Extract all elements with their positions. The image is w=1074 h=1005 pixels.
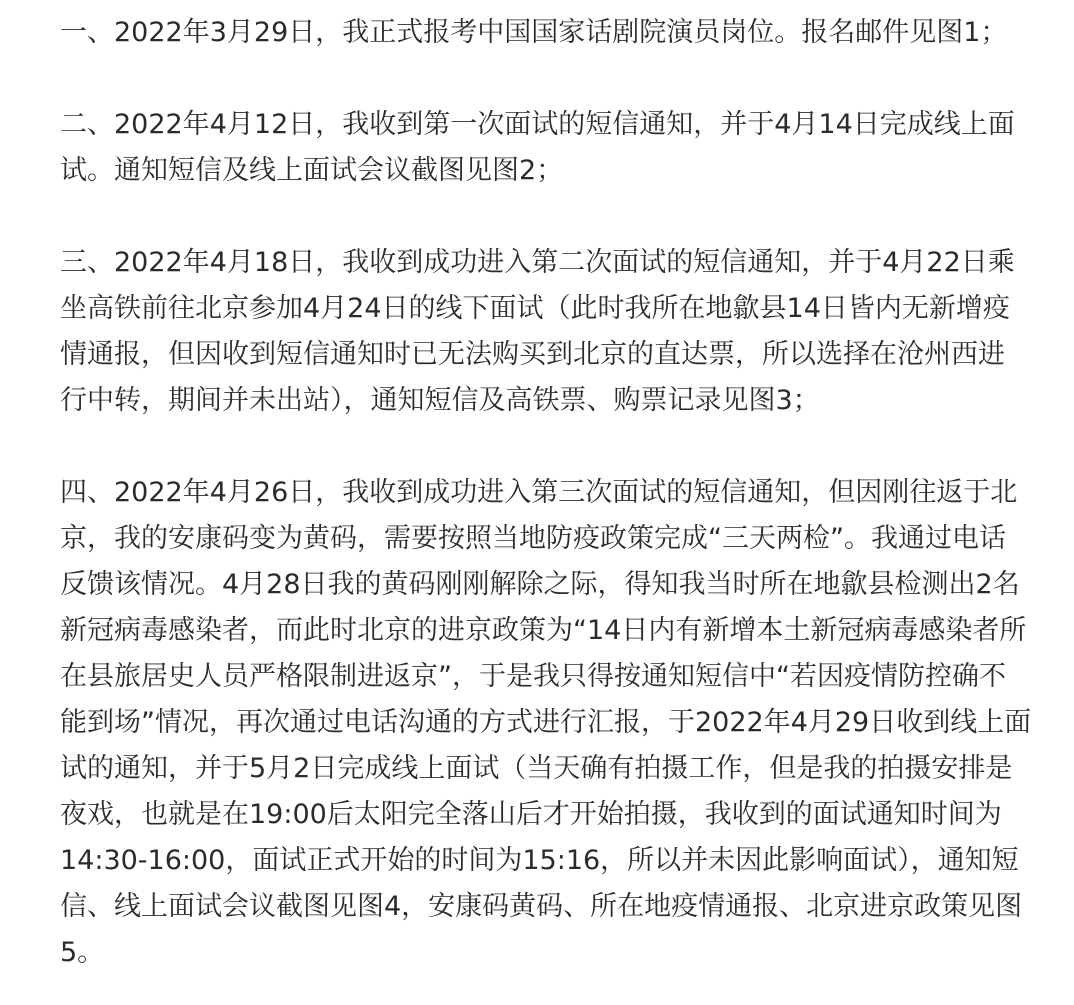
paragraph-line: 三、2022年4月18日，我收到成功进入第二次面试的短信通知，并于4月22日乘: [60, 247, 1015, 278]
paragraph-line: 5。: [60, 937, 105, 968]
paragraph-line: 14:30-16:00，面试正式开始的时间为15:16，所以并未因此影响面试），通知短: [60, 845, 1019, 876]
paragraph-line: 坐高铁前往北京参加4月24日的线下面试（此时我所在地歙县14日皆内无新增疫: [60, 293, 1010, 324]
paragraph-2: [60, 102, 1060, 194]
paragraph-line: 二、2022年4月12日，我收到第一次面试的短信通知，并于4月14日完成线上面: [60, 109, 1015, 140]
paragraph-line: 信、线上面试会议截图见图4，安康码黄码、所在地疫情通报、北京进京政策见图: [60, 891, 1023, 922]
paragraph-line: 一、2022年3月29日，我正式报考中国国家话剧院演员岗位。报名邮件见图1；: [60, 17, 1008, 48]
paragraph-spacer: [60, 194, 1060, 240]
document-body: [60, 10, 1060, 976]
paragraph-line: 试的通知，并于5月2日完成线上面试（当天确有拍摄工作，但是我的拍摄安排是: [60, 753, 1013, 784]
paragraph-line: 情通报，但因收到短信通知时已无法购买到北京的直达票，所以选择在沧州西进: [60, 339, 1005, 370]
paragraph-spacer: [60, 56, 1060, 102]
paragraph-line: 新冠病毒感染者，而此时北京的进京政策为“14日内有新增本土新冠病毒感染者所: [60, 615, 1027, 646]
paragraph-line: 京，我的安康码变为黄码，需要按照当地防疫政策完成“三天两检”。我通过电话: [60, 523, 1006, 554]
paragraph-line: 在县旅居史人员严格限制进返京”，于是我只得按通知短信中“若因疫情防控确不: [60, 661, 1006, 692]
paragraph-line: 夜戏，也就是在19:00后太阳完全落山后才开始拍摄，我收到的面试通知时间为: [60, 799, 1002, 830]
paragraph-line: 能到场”情况，再次通过电话沟通的方式进行汇报，于2022年4月29日收到线上面: [60, 707, 1032, 738]
paragraph-spacer: [60, 424, 1060, 470]
paragraph-3: [60, 240, 1060, 424]
paragraph-line: 行中转，期间并未出站），通知短信及高铁票、购票记录见图3；: [60, 385, 820, 416]
paragraph-line: 四、2022年4月26日，我收到成功进入第三次面试的短信通知，但因刚往返于北: [60, 477, 1018, 508]
paragraph-line: 反馈该情况。4月28日我的黄码刚刚解除之际，得知我当时所在地歙县检测出2名: [60, 569, 1020, 600]
paragraph-4: [60, 470, 1060, 976]
paragraph-line: 试。通知短信及线上面试会议截图见图2；: [60, 155, 564, 186]
paragraph-1: [60, 10, 1060, 56]
